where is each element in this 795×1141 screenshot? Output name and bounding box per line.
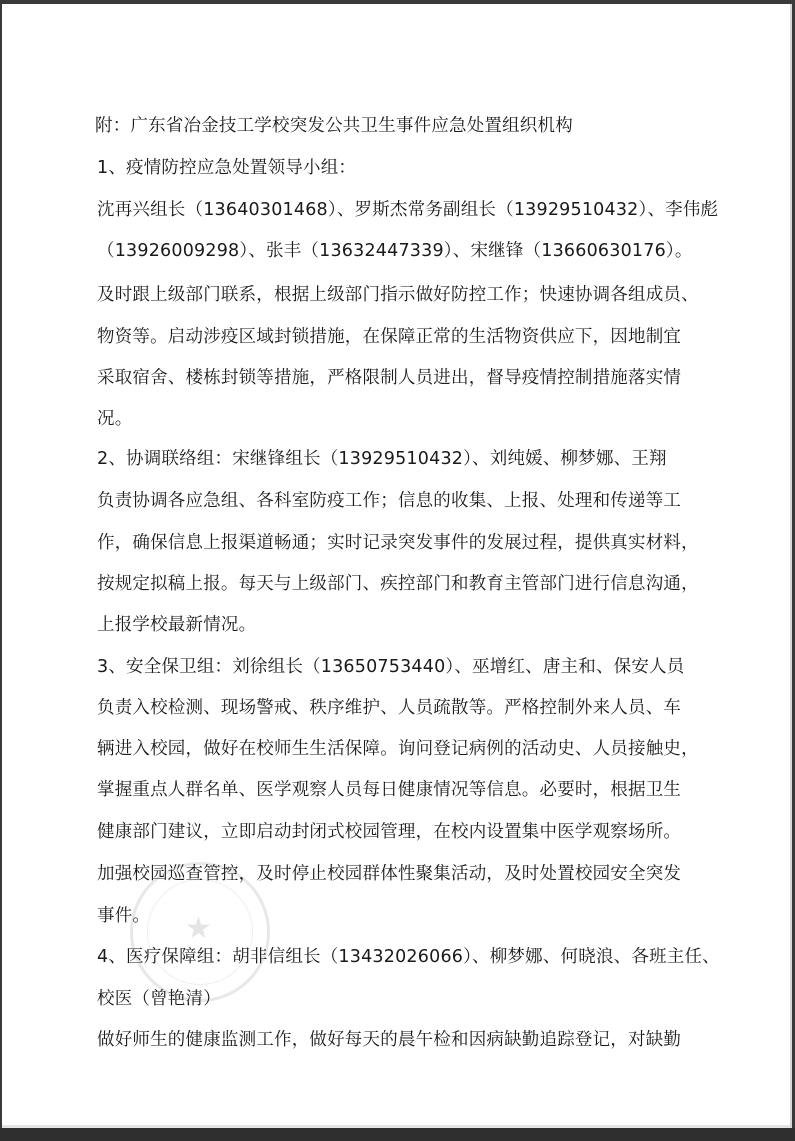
appendix-title: 附：广东省冶金技工学校突发公共卫生事件应急处置组织机构 [95, 116, 573, 136]
section-1-heading: 1、疫情防控应急处置领导小组： [97, 158, 357, 178]
section-3-duty: 加强校园巡查管控，及时停止校园群体性聚集活动，及时处置校园安全突发 [97, 864, 682, 884]
document-page [2, 4, 792, 1128]
section-2-duty: 负责协调各应急组、各科室防疫工作；信息的收集、上报、处理和传递等工 [97, 491, 682, 511]
section-1-members: 沈再兴组长（13640301468）、罗斯杰常务副组长（13929510432）、李伟彪 [97, 200, 719, 220]
section-4-heading-cont: 校医（曾艳清） [97, 989, 221, 1009]
section-2-duty: 作，确保信息上报渠道畅通；实时记录突发事件的发展过程，提供真实材料， [97, 533, 699, 553]
section-4-duty: 做好师生的健康监测工作，做好每天的晨午检和因病缺勤追踪登记，对缺勤 [97, 1030, 682, 1050]
section-1-duty: 及时跟上级部门联系，根据上级部门指示做好防控工作；快速协调各组成员、 [97, 285, 699, 305]
viewer-background-strip [0, 1128, 795, 1141]
section-3-duty: 掌握重点人群名单、医学观察人员每日健康情况等信息。必要时，根据卫生 [97, 780, 682, 800]
section-2-duty: 按规定拟稿上报。每天与上级部门、疾控部门和教育主管部门进行信息沟通， [97, 574, 699, 594]
section-2-duty: 上报学校最新情况。 [97, 615, 257, 635]
section-3-duty: 健康部门建议，立即启动封闭式校园管理，在校内设置集中医学观察场所。 [97, 822, 682, 842]
section-1-duty: 况。 [97, 409, 133, 429]
section-3-duty: 事件。 [97, 906, 151, 926]
section-1-duty: 采取宿舍、楼栋封锁等措施，严格限制人员进出，督导疫情控制措施落实情 [97, 368, 682, 388]
section-3-heading: 3、安全保卫组：刘徐组长（13650753440）、巫增红、唐主和、保安人员 [97, 657, 685, 677]
document-body [2, 4, 792, 1128]
section-2-heading: 2、协调联络组：宋继锋组长（13929510432）、刘纯媛、柳梦娜、王翔 [97, 449, 667, 469]
seal-star-icon: ★ [185, 911, 212, 946]
section-3-duty: 辆进入校园，做好在校师生生活保障。询问登记病例的活动史、人员接触史， [97, 739, 699, 759]
section-1-members-cont: （13926009298）、张丰（13632447339）、宋继锋（13660630176）。 [97, 241, 693, 261]
section-3-duty: 负责入校检测、现场警戒、秩序维护、人员疏散等。严格控制外来人员、车 [97, 698, 682, 718]
section-4-heading: 4、医疗保障组：胡非信组长（13432026066）、柳梦娜、何晓浪、各班主任、 [97, 947, 720, 967]
section-1-duty: 物资等。启动涉疫区域封锁措施，在保障正常的生活物资供应下，因地制宜 [97, 327, 682, 347]
